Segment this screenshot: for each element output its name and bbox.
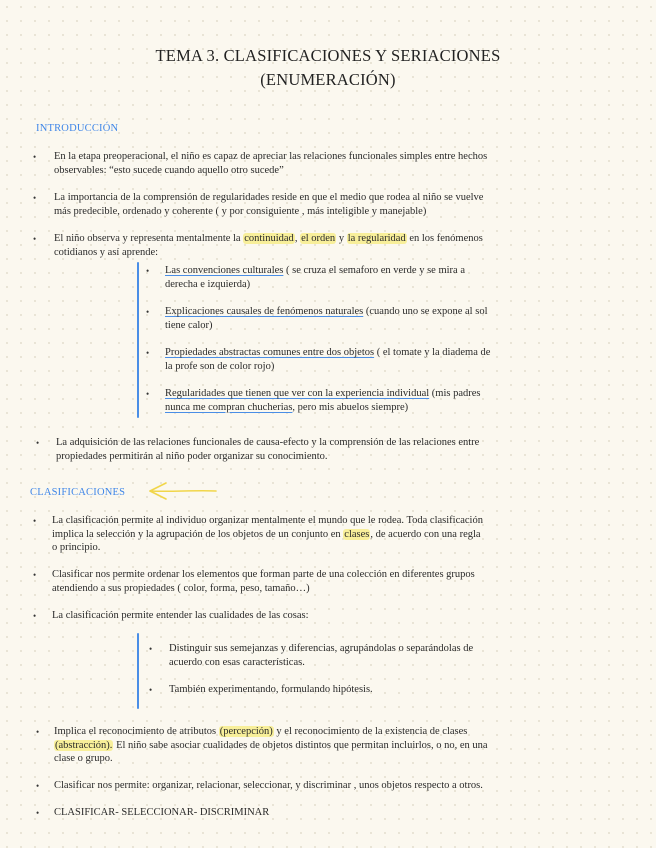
clasif-subitem-1: Distinguir sus semejanzas y diferencias, agrupándolas o separándolas de acuerdo con esas características. [169, 643, 474, 668]
section-heading-introduccion: INTRODUCCIÓN [36, 123, 119, 134]
highlight-regularidad: la regularidad [347, 233, 406, 244]
bullet-icon: • [33, 516, 37, 526]
bullet-icon: • [36, 438, 40, 448]
bullet-icon: • [146, 348, 150, 358]
intro-subitem-1: Las convenciones culturales ( se cruza el semaforo en verde y se mira a derecha e izquierda) [165, 265, 465, 290]
page-title-line-1: TEMA 3. CLASIFICACIONES Y SERIACIONES [155, 46, 501, 65]
highlight-abstraccion: (abstracción). [55, 739, 113, 751]
bullet-icon: • [149, 685, 153, 695]
bullet-icon: • [36, 781, 40, 791]
clasif-paragraph-6: CLASIFICAR- SELECCIONAR- DISCRIMINAR [54, 807, 270, 818]
bullet-icon: • [33, 152, 37, 162]
bullet-icon: • [33, 570, 37, 580]
bullet-icon: • [33, 611, 37, 621]
bullet-icon: • [33, 234, 37, 244]
intro-paragraph-2: La importancia de la comprensión de regularidades reside en que el medio que rodea al niño se vuelve más predecible, ordenado y coherente ( y por consiguiente , más inteligible y manejable) [54, 192, 484, 217]
highlight-orden: el orden [301, 233, 336, 244]
page-title-line-2: (ENUMERACIÓN) [260, 70, 396, 89]
bullet-icon: • [33, 193, 37, 203]
indent-bar [137, 633, 139, 709]
intro-paragraph-1: En la etapa preoperacional, el niño es capaz de apreciar las relaciones funcionales simples entre hechos observables: “esto sucede cuando aquello otro sucede” [54, 151, 488, 176]
indent-bar [137, 262, 139, 418]
bullet-icon: • [149, 644, 153, 654]
left-arrow-icon [146, 480, 218, 502]
bullet-icon: • [146, 389, 150, 399]
bullet-icon: • [36, 808, 40, 818]
intro-subitem-2: Explicaciones causales de fenómenos naturales (cuando uno se expone al sol tiene calor) [165, 306, 488, 331]
clasif-paragraph-1: La clasificación permite al individuo organizar mentalmente el mundo que le rodea. Toda clasificación implica la selección y la agrupación de los objetos de un conjunto en clases, de acuerdo con una regla o principio. [52, 515, 483, 553]
bullet-icon: • [146, 266, 150, 276]
clasif-paragraph-4: Implica el reconocimiento de atributos (percepción) y el reconocimiento de la existencia de clases (abstracción). El niño sabe asociar cualidades de objetos distintos que permitan incluirlos, o no, en una clase o grupo. [54, 726, 488, 764]
intro-paragraph-4: La adquisición de las relaciones funcionales de causa-efecto y la comprensión de las relaciones entre propiedades permitirán al niño poder organizar su conocimiento. [56, 437, 480, 462]
clasif-paragraph-3: La clasificación permite entender las cualidades de las cosas: [52, 610, 309, 621]
clasif-paragraph-5: Clasificar nos permite: organizar, relacionar, seleccionar, y discriminar , unos objetos respecto a otros. [54, 780, 483, 791]
highlight-continuidad: continuidad [244, 233, 294, 244]
highlight-clases: clases [344, 528, 370, 540]
intro-subitem-3: Propiedades abstractas comunes entre dos objetos ( el tomate y la diadema de la profe son de color rojo) [165, 347, 491, 372]
intro-paragraph-3: El niño observa y representa mentalmente la continuidad, el orden y la regularidad en los fenómenos cotidianos y así aprende: [54, 233, 483, 258]
clasif-subitem-2: También experimentando, formulando hipótesis. [169, 684, 373, 695]
clasif-paragraph-2: Clasificar nos permite ordenar los elementos que forman parte de una colección en diferentes grupos atendiendo a sus propiedades ( color, forma, peso, tamaño…) [52, 569, 475, 594]
bullet-icon: • [36, 727, 40, 737]
section-heading-clasificaciones: CLASIFICACIONES [30, 487, 126, 498]
intro-subitem-4: Regularidades que tienen que ver con la experiencia individual (mis padres nunca me compran chucherias, pero mis abuelos siempre) [165, 388, 481, 413]
highlight-percepcion: (percepción) [219, 726, 273, 737]
bullet-icon: • [146, 307, 150, 317]
